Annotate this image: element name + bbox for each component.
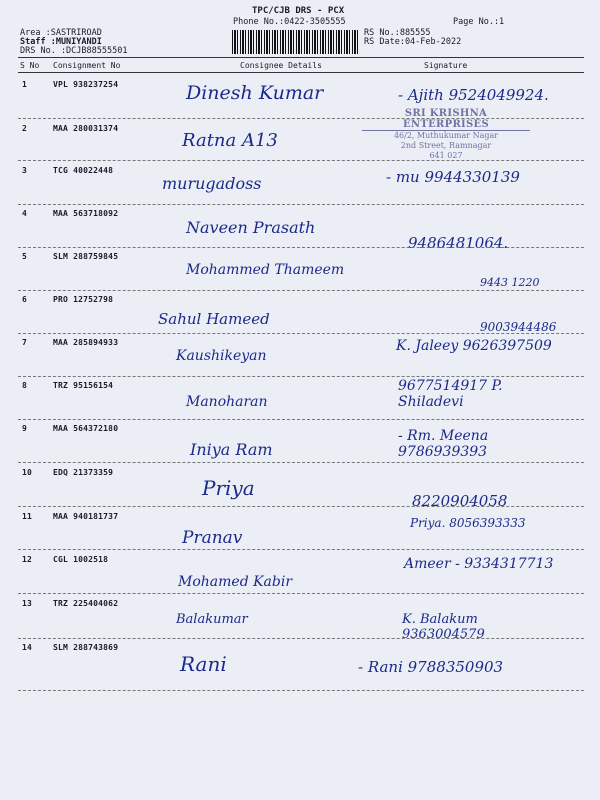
row-consignment: MAA 285894933 <box>53 338 119 347</box>
consignee-handwriting: Naveen Prasath <box>186 218 316 237</box>
row-consignment: TCG 40022448 <box>53 166 114 175</box>
barcode-image <box>232 30 358 54</box>
row-sno: 13 <box>22 599 33 608</box>
phone-number: Phone No.:0422-3505555 <box>233 17 346 27</box>
consignee-handwriting: Ratna A13 <box>182 130 278 151</box>
col-signature: Signature <box>424 61 468 70</box>
row-consignment: TRZ 225404062 <box>53 599 119 608</box>
page-number: Page No.:1 <box>453 17 505 27</box>
row-sno: 12 <box>22 555 33 564</box>
row-divider <box>18 204 584 205</box>
signature-handwriting: - Ajith 9524049924. <box>398 86 549 104</box>
row-divider <box>18 690 584 691</box>
row-divider <box>18 462 584 463</box>
row-consignment: VPL 938237254 <box>53 80 119 89</box>
area-label: Area :SASTRIROAD <box>20 28 102 38</box>
staff-label: Staff :MUNIYANDI <box>20 37 102 47</box>
signature-handwriting: Priya. 8056393333 <box>410 516 526 530</box>
signature-handwriting: 9443 1220 <box>480 276 540 289</box>
row-consignment: SLM 288743869 <box>53 643 119 652</box>
drs-number: DRS No. :DCJB88555501 <box>20 46 128 56</box>
col-consignment: Consignment No <box>53 61 121 70</box>
row-divider <box>18 506 584 507</box>
consignee-handwriting: Pranav <box>182 528 243 548</box>
row-divider <box>18 247 584 248</box>
stamp-line: SRI KRISHNA ENTERPRISES <box>362 108 530 131</box>
signature-handwriting: Ameer - 9334317713 <box>404 556 554 572</box>
row-sno: 9 <box>22 424 28 433</box>
consignee-handwriting: Mohamed Kabir <box>178 574 293 590</box>
consignee-handwriting: Balakumar <box>176 612 248 627</box>
stamp-line: 641 027 <box>429 151 463 160</box>
row-sno: 1 <box>22 80 28 89</box>
col-consignee: Consignee Details <box>240 61 322 70</box>
signature-handwriting: 8220904058 <box>412 492 508 510</box>
signature-handwriting: - mu 9944330139 <box>386 168 520 186</box>
row-consignment: MAA 564372180 <box>53 424 119 433</box>
signature-handwriting: 9486481064. <box>408 234 509 252</box>
row-consignment: MAA 940181737 <box>53 512 119 521</box>
signature-handwriting: 9677514917 P. Shiladevi <box>398 378 503 410</box>
stamp-line: 2nd Street, Ramnagar <box>400 141 492 150</box>
row-sno: 11 <box>22 512 33 521</box>
signature-handwriting: - Rm. Meena 9786939393 <box>398 428 489 460</box>
row-divider <box>18 290 584 291</box>
consignee-handwriting: Iniya Ram <box>190 440 273 459</box>
consignee-handwriting: Mohammed Thameem <box>186 262 345 278</box>
row-divider <box>18 593 584 594</box>
row-consignment: CGL 1002518 <box>53 555 109 564</box>
consignee-handwriting: Dinesh Kumar <box>186 82 324 104</box>
row-consignment: EDQ 21373359 <box>53 468 114 477</box>
row-divider <box>18 638 584 639</box>
consignee-handwriting: Sahul Hameed <box>158 310 270 328</box>
row-consignment: PRO 12752798 <box>53 295 114 304</box>
row-sno: 3 <box>22 166 28 175</box>
row-consignment: TRZ 95156154 <box>53 381 114 390</box>
row-sno: 14 <box>22 643 33 652</box>
consignee-handwriting: Kaushikeyan <box>176 348 267 364</box>
row-divider <box>18 419 584 420</box>
row-sno: 7 <box>22 338 28 347</box>
signature-handwriting: K. Jaleey 9626397509 <box>396 338 552 354</box>
rs-number: RS No.:885555 <box>364 28 431 38</box>
row-sno: 5 <box>22 252 28 261</box>
signature-handwriting: K. Balakum 9363004579 <box>402 612 485 642</box>
consignee-handwriting: murugadoss <box>162 174 262 193</box>
consignee-handwriting: Priya <box>202 476 255 500</box>
row-consignment: SLM 288759845 <box>53 252 119 261</box>
signature-handwriting: 9003944486 <box>480 320 557 334</box>
row-sno: 4 <box>22 209 28 218</box>
header-rule-top <box>18 57 584 58</box>
row-sno: 6 <box>22 295 28 304</box>
document-title: TPC/CJB DRS - PCX <box>252 6 345 16</box>
col-sno: S No <box>20 61 40 70</box>
row-sno: 10 <box>22 468 33 477</box>
signature-handwriting: - Rani 9788350903 <box>358 658 504 676</box>
consignee-handwriting: Rani <box>180 652 227 676</box>
row-sno: 2 <box>22 124 28 133</box>
header-rule-bottom <box>18 72 584 73</box>
row-divider <box>18 333 584 334</box>
consignee-handwriting: Manoharan <box>186 394 268 410</box>
row-divider <box>18 376 584 377</box>
row-divider <box>18 549 584 550</box>
rs-date: RS Date:04-Feb-2022 <box>364 37 462 47</box>
row-sno: 8 <box>22 381 28 390</box>
stamp-line: 46/2, Muthukumar Nagar <box>393 131 499 140</box>
row-consignment: MAA 563718092 <box>53 209 119 218</box>
row-consignment: MAA 280031374 <box>53 124 119 133</box>
